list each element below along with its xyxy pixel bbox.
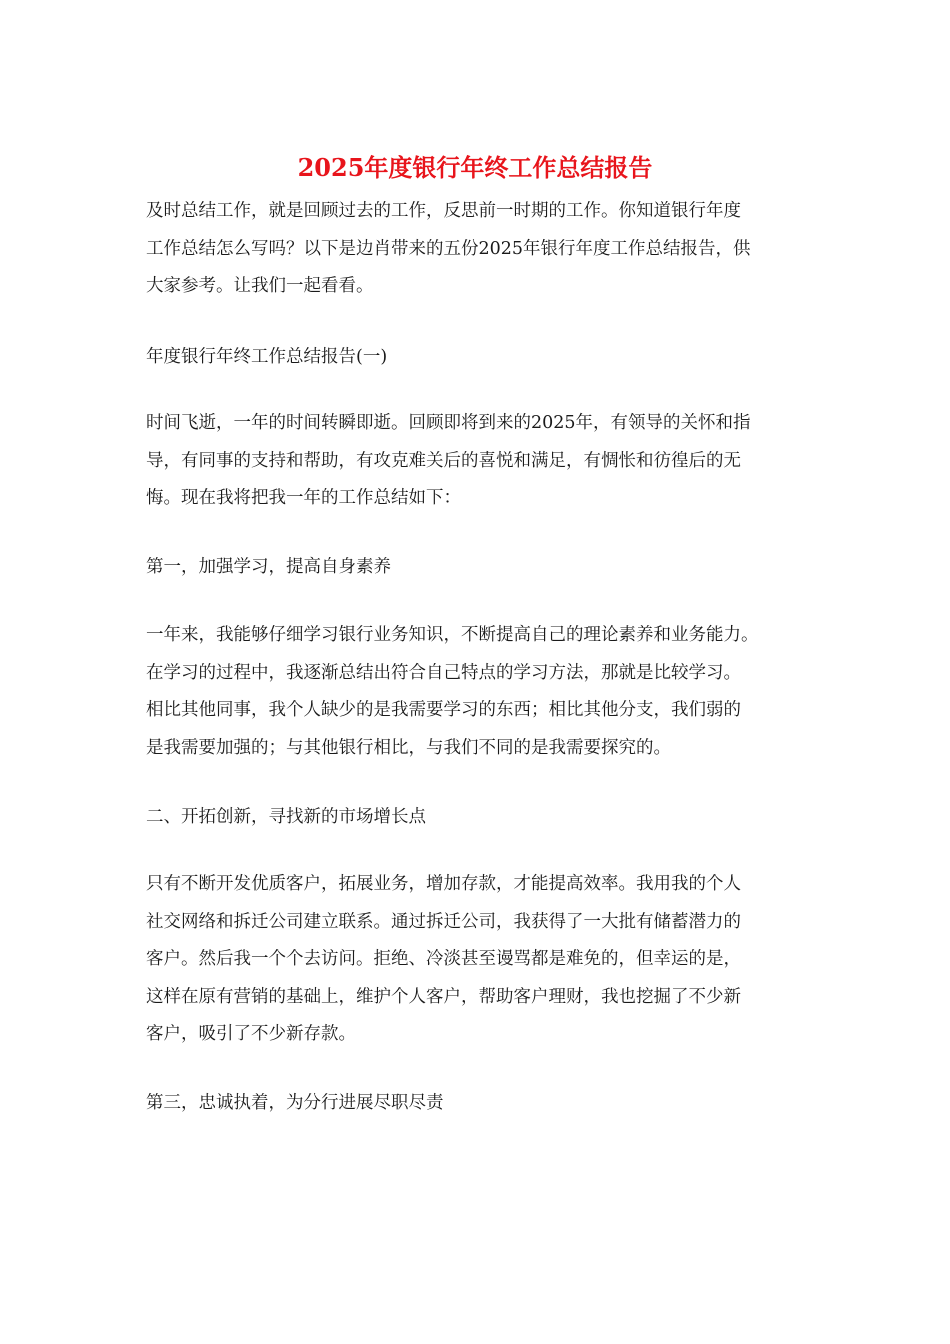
paragraph-opening	[146, 405, 810, 518]
text-line: 一年来，我能够仔细学习银行业务知识，不断提高自己的理论素养和业务能力。	[146, 625, 759, 645]
text-line: 第一，加强学习，提高自身素养	[146, 557, 391, 577]
document-title: 2025年度银行年终工作总结报告	[297, 153, 653, 182]
text-line: 相比其他同事，我个人缺少的是我需要学习的东西；相比其他分支，我们弱的	[146, 700, 741, 720]
text-line: 悔。现在我将把我一年的工作总结如下：	[146, 488, 461, 508]
text-line: 时间飞逝，一年的时间转瞬即逝。回顾即将到来的2025年，有领导的关怀和指	[146, 413, 751, 433]
text-line: 年度银行年终工作总结报告(一)	[146, 347, 388, 367]
section-heading-report-1	[146, 339, 810, 377]
text-line: 客户，吸引了不少新存款。	[146, 1024, 356, 1044]
text-line: 是我需要加强的；与其他银行相比，与我们不同的是我需要探究的。	[146, 737, 671, 758]
section-heading-third	[146, 1085, 810, 1123]
paragraph-innovation	[146, 866, 810, 1054]
section-heading-first	[146, 549, 810, 587]
text-line: 大家参考。让我们一起看看。	[146, 276, 374, 296]
section-heading-second	[146, 799, 810, 837]
text-line: 工作总结怎么写吗？以下是边肖带来的五份2025年银行年度工作总结报告，供	[146, 238, 751, 259]
text-line: 及时总结工作，就是回顾过去的工作，反思前一时期的工作。你知道银行年度	[146, 201, 741, 221]
paragraph-intro	[146, 193, 810, 306]
text-line: 在学习的过程中，我逐渐总结出符合自己特点的学习方法，那就是比较学习。	[146, 662, 741, 683]
text-line: 导，有同事的支持和帮助，有攻克难关后的喜悦和满足，有惆怅和彷徨后的无	[146, 450, 741, 471]
text-line: 客户。然后我一个个去访问。拒绝、冷淡甚至谩骂都是难免的，但幸运的是，	[146, 949, 741, 969]
paragraph-learning	[146, 617, 810, 767]
text-line: 这样在原有营销的基础上，维护个人客户，帮助客户理财，我也挖掘了不少新	[146, 986, 741, 1007]
text-line: 第三，忠诚执着，为分行进展尽职尽责	[146, 1093, 444, 1113]
text-line: 二、开拓创新，寻找新的市场增长点	[146, 807, 426, 827]
text-line: 社交网络和拆迁公司建立联系。通过拆迁公司，我获得了一大批有储蓄潜力的	[146, 911, 741, 932]
text-line: 只有不断开发优质客户，拓展业务，增加存款，才能提高效率。我用我的个人	[146, 874, 741, 894]
